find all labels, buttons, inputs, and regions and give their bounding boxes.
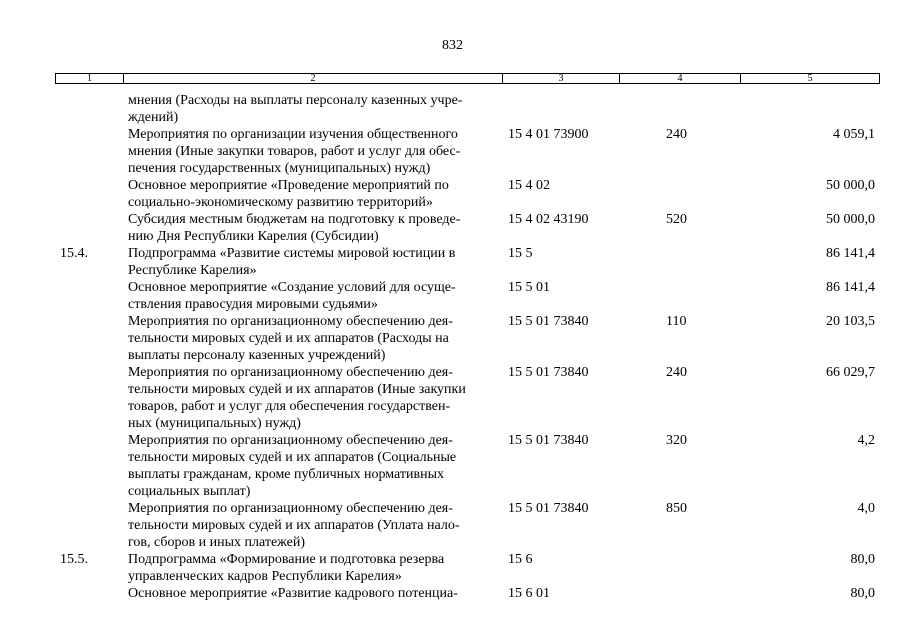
row-code: 15 5 01 73840 [508,365,589,380]
table-row [0,432,905,500]
row-description: Основное мероприятие «Создание условий для осуще- ствления правосудия мировыми судьями» [128,280,456,312]
row-description: Мероприятия по организационному обеспечению дея- тельности мировых судей и их аппаратов (Иные закупки товаров, работ и услуг для обеспечения государствен- ных (муниципальных) нужд) [128,365,466,431]
row-description: Мероприятия по организационному обеспечению дея- тельности мировых судей и их аппаратов (Уплата нало- гов, сборов и иных платежей) [128,501,460,550]
row-code: 15 5 01 73840 [508,314,589,329]
row-description: Основное мероприятие «Проведение мероприятий по социально-экономическому развитию территорий» [128,178,449,210]
row-expense-type: 110 [666,314,687,329]
row-description: мнения (Расходы на выплаты персоналу казенных учре- ждений) [128,93,463,125]
row-description: Субсидия местным бюджетам на подготовку к проведе- нию Дня Республики Карелия (Субсидии) [128,212,461,244]
row-expense-type: 320 [666,433,687,448]
row-code: 15 6 01 [508,586,550,601]
table-row [0,177,905,211]
row-number: 15.4. [60,246,88,261]
row-amount: 20 103,5 [826,314,875,329]
row-amount: 4,2 [857,433,875,448]
table-row [0,585,905,602]
row-code: 15 4 02 43190 [508,212,589,227]
row-code: 15 4 02 [508,178,550,193]
row-amount: 4 059,1 [833,127,875,142]
row-expense-type: 240 [666,127,687,142]
row-description: Основное мероприятие «Развитие кадрового потенциа- [128,586,458,601]
row-amount: 80,0 [850,586,875,601]
row-description: Мероприятия по организационному обеспечению дея- тельности мировых судей и их аппаратов (Социальные выплаты гражданам, кроме публичных нормативных социальных выплат) [128,433,457,499]
row-description: Подпрограмма «Формирование и подготовка резерва управленческих кадров Республики Карелия» [128,552,445,584]
row-amount: 4,0 [857,501,875,516]
header-col-4: 4 [620,74,741,83]
row-code: 15 6 [508,552,533,567]
row-number: 15.5. [60,552,88,567]
table-row [0,211,905,245]
table-row [0,92,905,126]
table-row [0,279,905,313]
row-code: 15 5 [508,246,533,261]
row-code: 15 5 01 [508,280,550,295]
row-description: Подпрограмма «Развитие системы мировой юстиции в Республике Карелия» [128,246,456,278]
header-col-1: 1 [56,74,124,83]
row-amount: 66 029,7 [826,365,875,380]
header-col-5: 5 [807,73,813,84]
table-body [0,92,905,602]
table-row [0,126,905,177]
row-description: Мероприятия по организации изучения общественного мнения (Иные закупки товаров, работ и услуг для обес- печения государственных (муниципальных) нужд) [128,127,461,176]
row-amount: 50 000,0 [826,212,875,227]
table-header [55,73,880,84]
row-expense-type: 850 [666,501,687,516]
row-description: Мероприятия по организационному обеспечению дея- тельности мировых судей и их аппаратов (Расходы на выплаты персоналу казенных учреждений) [128,314,453,363]
row-expense-type: 240 [666,365,687,380]
row-code: 15 5 01 73840 [508,433,589,448]
row-amount: 50 000,0 [826,178,875,193]
row-expense-type: 520 [666,212,687,227]
row-amount: 86 141,4 [826,280,875,295]
header-col-3: 3 [503,74,620,83]
table-row [0,313,905,364]
page-number: 832 [442,38,463,53]
table-row [0,500,905,551]
table-row [0,245,905,279]
table-row [0,364,905,432]
row-amount: 80,0 [850,552,875,567]
row-amount: 86 141,4 [826,246,875,261]
table-row [0,551,905,585]
row-code: 15 4 01 73900 [508,127,589,142]
header-col-2: 2 [124,74,503,83]
row-code: 15 5 01 73840 [508,501,589,516]
